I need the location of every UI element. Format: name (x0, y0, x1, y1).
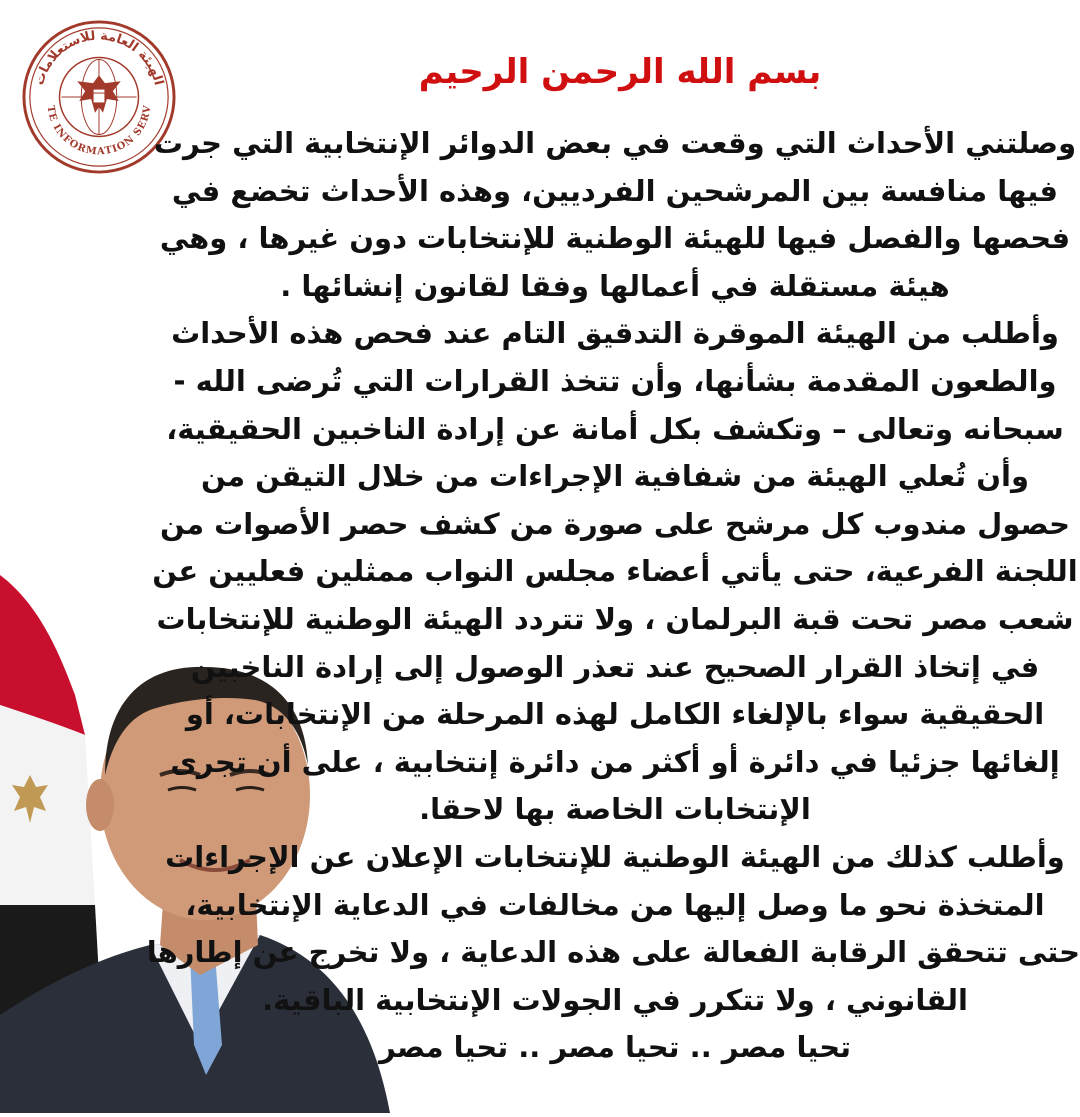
svg-text:الهيئة العامة للاستعلامات: الهيئة العامة للاستعلامات (31, 28, 166, 87)
text-line: وأطلب كذلك من الهيئة الوطنية للإنتخابات الإعلان عن الإجراءات (165, 839, 1065, 874)
text-line: الإنتخابات الخاصة بها لاحقا. (419, 792, 811, 827)
text-line: إلغائها جزئيا في دائرة أو أكثر من دائرة إنتخابية ، على أن تجرى (170, 744, 1060, 779)
page-title: بسم الله الرحمن الرحيم (418, 52, 822, 92)
text-line: القانوني ، ولا تتكرر في الجولات الإنتخابية الباقية. (262, 982, 968, 1017)
text-line: والطعون المقدمة بشأنها، وأن تتخذ القرارات التي تُرضى الله - (173, 363, 1057, 398)
text-line: وأطلب من الهيئة الموقرة التدقيق التام عند فحص هذه الأحداث (171, 316, 1059, 351)
text-line: هيئة مستقلة في أعمالها وفقا لقانون إنشائها . (280, 268, 950, 303)
text-line: فحصها والفصل فيها للهيئة الوطنية للإنتخابات دون غيرها ، وهي (159, 221, 1071, 256)
text-line: حصول مندوب كل مرشح على صورة من كشف حصر الأصوات من (159, 506, 1071, 541)
text-line: فيها منافسة بين المرشحين الفرديين، وهذه الأحداث تخضع في (171, 173, 1059, 208)
text-line: المتخذة نحو ما وصل إليها من مخالفات في الدعاية الإنتخابية، (185, 887, 1045, 922)
text-line: حتى تتحقق الرقابة الفعالة على هذه الدعاية ، ولا تخرج عن إطارها (146, 935, 1080, 970)
statement-body (146, 120, 1080, 1065)
text-line: سبحانه وتعالى – وتكشف بكل أمانة عن إرادة الناخبين الحقيقية، (166, 411, 1064, 446)
text-line: شعب مصر تحت قبة البرلمان ، ولا تتردد الهيئة الوطنية للإنتخابات (156, 601, 1074, 636)
text-line: الحقيقية سواء بالإلغاء الكامل لهذه المرحلة من الإنتخابات، أو (185, 697, 1045, 732)
text-line: اللجنة الفرعية، حتى يأتي أعضاء مجلس النواب ممثلين فعليين عن (152, 554, 1078, 589)
text-line: وأن تُعلي الهيئة من شفافية الإجراءات من خلال التيقن من (201, 459, 1029, 494)
svg-text:STATE INFORMATION SERVICE: TE INFORMATION SERV (44, 104, 154, 158)
text-line: وصلتني الأحداث التي وقعت في بعض الدوائر الإنتخابية التي جرت (153, 126, 1077, 160)
closing-line: تحيا مصر .. تحيا مصر .. تحيا مصر (378, 1030, 851, 1065)
text-line: في إتخاذ القرار الصحيح عند تعذر الوصول إلى إرادة الناخبين (190, 649, 1040, 684)
